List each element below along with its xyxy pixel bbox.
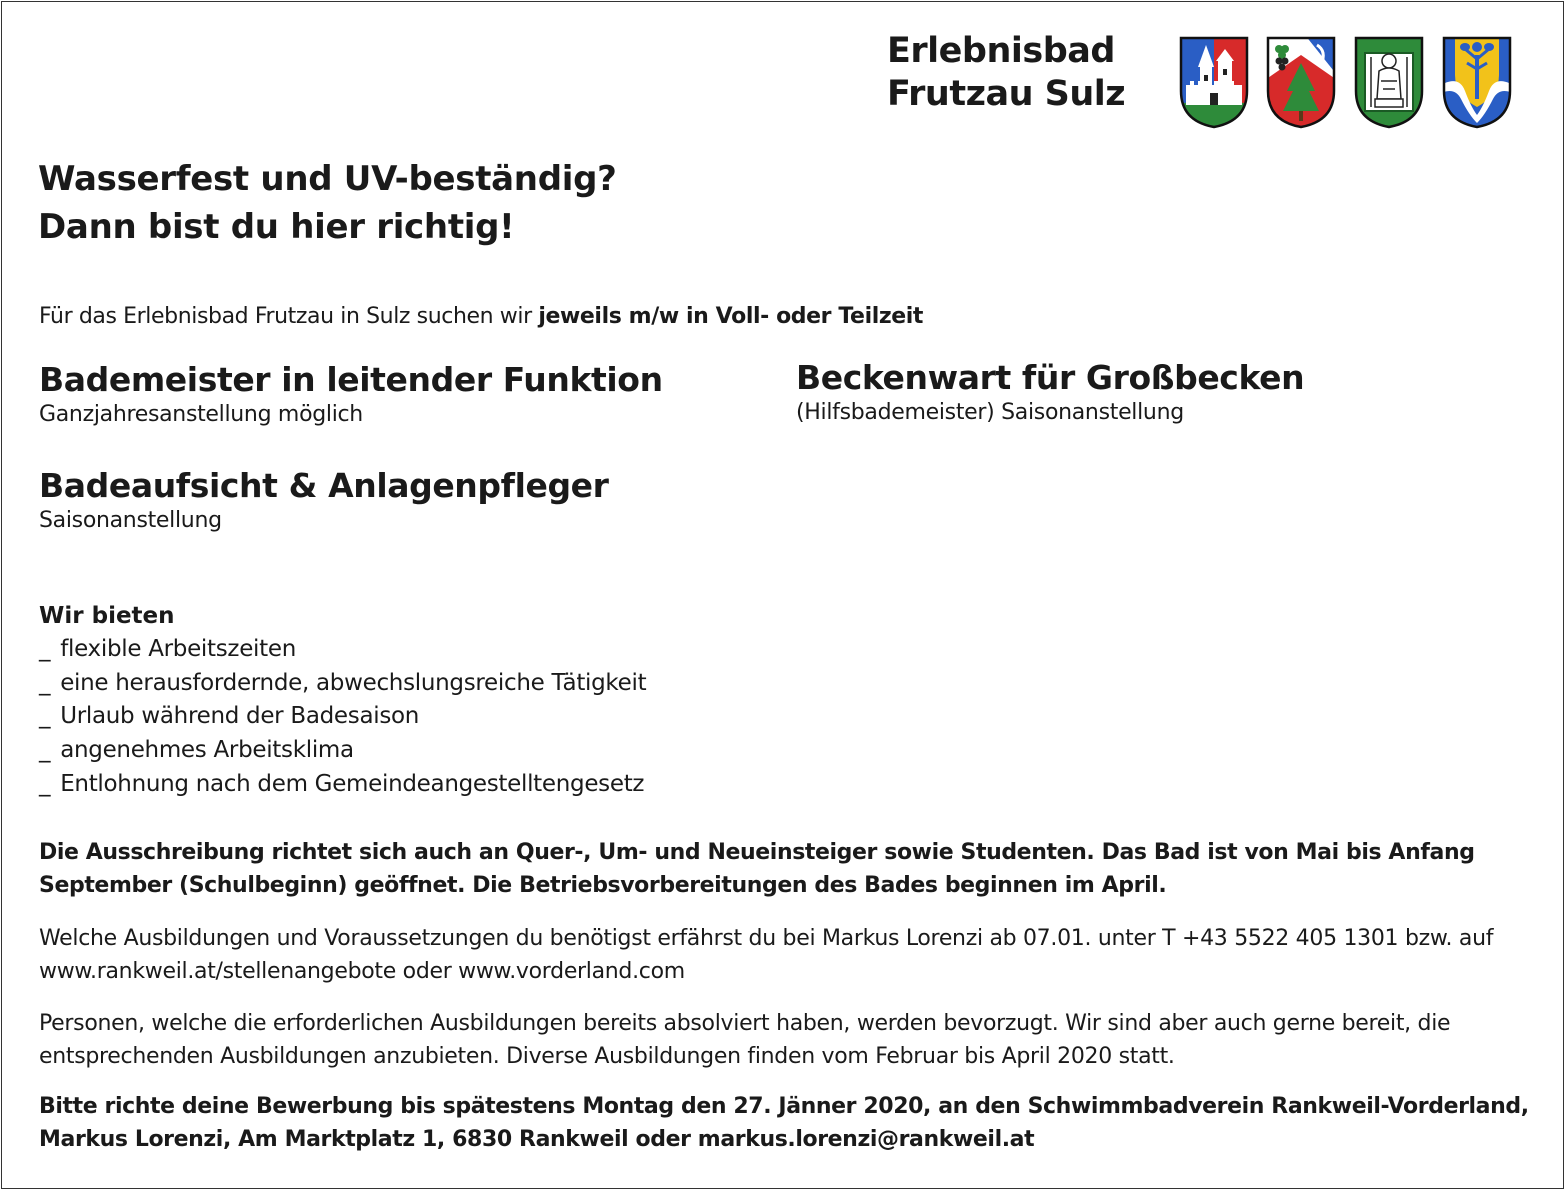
list-item-text: angenehmes Arbeitsklima [60,737,354,764]
benefits-list [39,633,646,802]
brand-title [887,30,1125,116]
application-paragraph: Bitte richte deine Bewerbung bis spätestens Montag den 27. Jänner 2020, an den Schwimmbadverein Rankweil-Vorderland, Markus Lorenzi, Am Marktplatz 1, 6830 Rankweil oder markus.lorenzi@rankweil.at [39,1094,1529,1152]
intro-normal: Für das Erlebnisbad Frutzau in Sulz suchen wir [39,304,539,329]
job-subtitle: Saisonanstellung [39,508,222,533]
benefits-heading: Wir bieten [39,603,175,629]
job-posting [796,358,1304,428]
list-item-text: Entlohnung nach dem Gemeindeangestelltengesetz [60,770,645,797]
intro-text [39,304,923,329]
coats-of-arms [1178,35,1518,130]
bullet: _ [39,737,51,764]
list-item-text: eine herausfordernde, abwechslungsreiche Tätigkeit [60,669,647,696]
list-item-text: Urlaub während der Badesaison [60,703,420,730]
list-item [39,734,646,768]
coat-of-arms-grapes-tree-icon [1265,35,1337,129]
job-title: Beckenwart für Großbecken [796,358,1305,397]
list-item [39,768,646,802]
bullet: _ [39,669,51,696]
training-paragraph: Personen, welche die erforderlichen Ausbildungen bereits absolviert haben, werden bevorzugt. Wir sind aber auch gerne bereit, die entsprechenden Ausbildungen anzubieten. Diverse Ausbildungen finden vom Februar bis April 2020 statt. [39,1011,1451,1069]
list-item [39,667,646,701]
bullet: _ [39,703,51,730]
job-posting [39,360,663,430]
job-subtitle: Ganzjahresanstellung möglich [39,402,363,427]
intro-bold: jeweils m/w in Voll- oder Teilzeit [538,304,924,329]
benefits-section [39,601,646,802]
bullet: _ [39,636,51,662]
headline [38,155,617,251]
brand-line-1: Erlebnisbad [887,31,1115,71]
contact-paragraph: Welche Ausbildungen und Voraussetzungen du benötigst erfährst du bei Markus Lorenzi ab 07.01. unter T +43 5522 405 1301 bzw. auf www.rankweil.at/stellenangebote oder www.vorderland.com [39,926,1494,984]
audience-paragraph: Die Ausschreibung richtet sich auch an Quer-, Um- und Neueinsteiger sowie Studenten. Das Bad ist von Mai bis Anfang September (Schulbeginn) geöffnet. Die Betriebsvorbereitungen des Bades beginnen im April. [39,840,1475,898]
job-subtitle: (Hilfsbademeister) Saisonanstellung [796,400,1184,425]
coat-of-arms-church-icon [1178,35,1250,129]
job-title: Badeaufsicht & Anlagenpfleger [39,466,609,505]
coat-of-arms-tree-icon [1441,35,1513,129]
brand-line-2: Frutzau Sulz [887,74,1126,114]
headline-line-1: Wasserfest und UV-beständig? [38,159,617,199]
bullet: _ [39,770,51,797]
list-item [39,700,646,734]
coat-of-arms-saint-icon [1353,35,1425,129]
job-posting [39,466,609,536]
list-item-text: flexible Arbeitszeiten [60,636,296,662]
job-title: Bademeister in leitender Funktion [39,360,663,399]
list-item [39,633,646,667]
headline-line-2: Dann bist du hier richtig! [38,207,515,247]
